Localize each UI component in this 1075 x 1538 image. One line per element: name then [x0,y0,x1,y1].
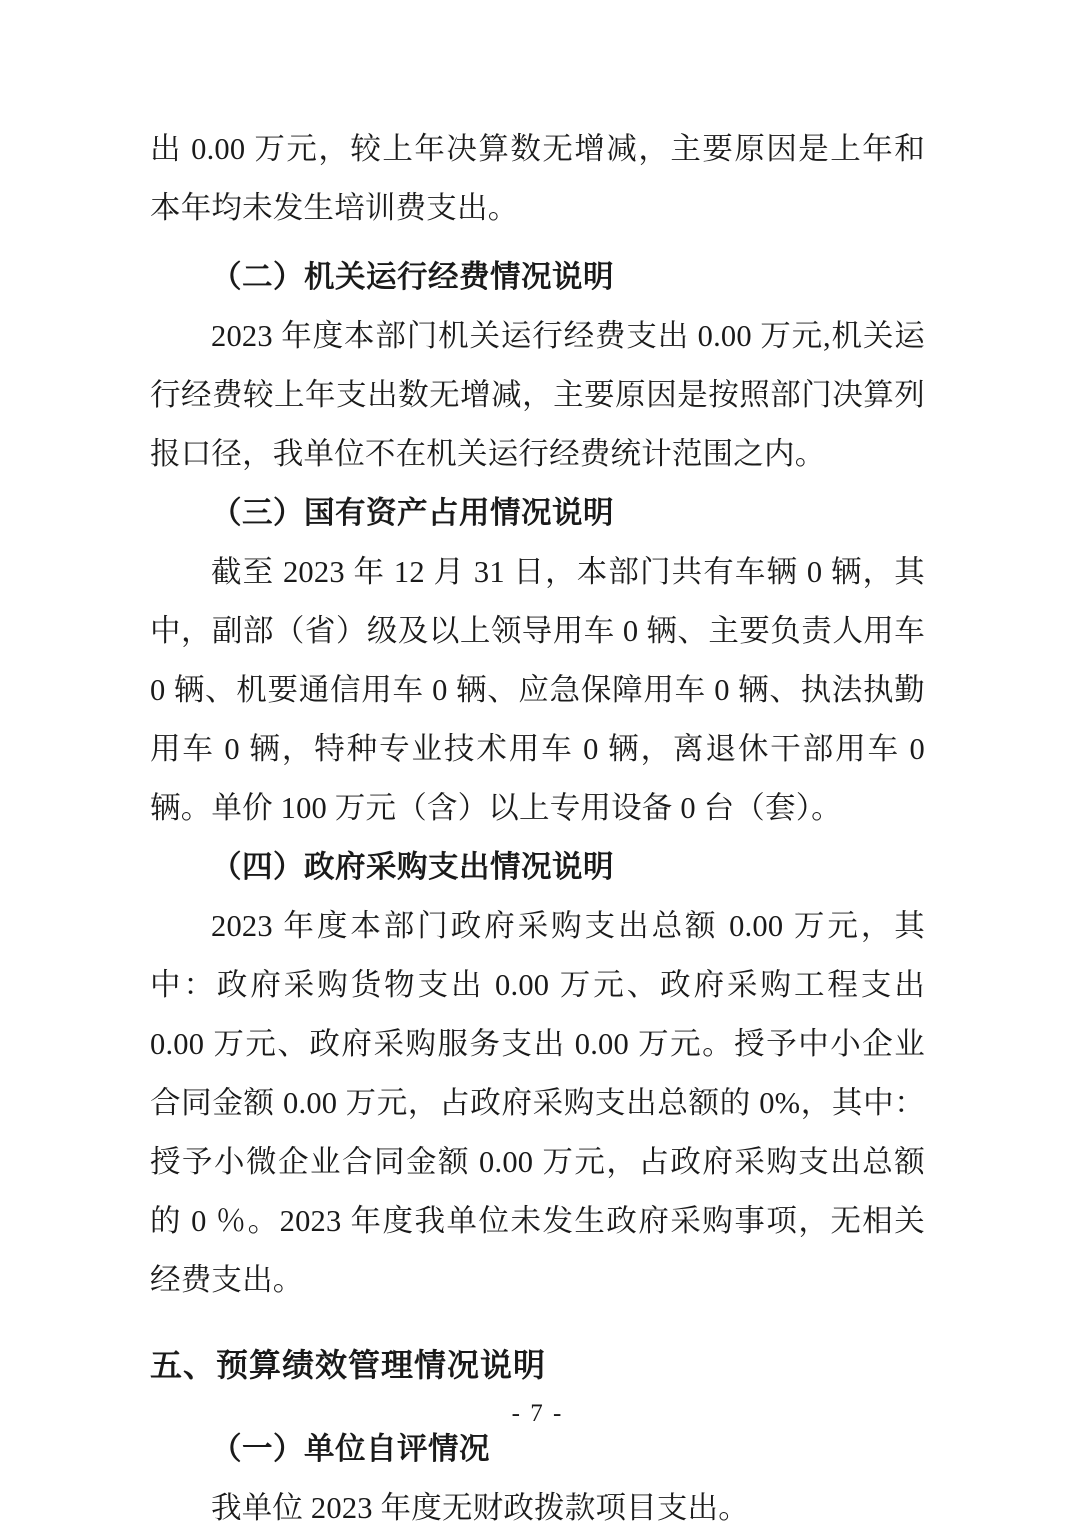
page-number: - 7 - [511,1400,564,1427]
paragraph-government-procurement: 2023 年度本部门政府采购支出总额 0.00 万元，其中：政府采购货物支出 0.00 万元、政府采购工程支出 0.00 万元、政府采购服务支出 0.00 万元。授予中小企业合同金额 0.00 万元，占政府采购支出总额的 0%，其中：授予小微企业合同金额 0.00 万元，占政府采购支出总额的 0 ％。2023 年度我单位未发生政府采购事项，无相关经费支出。 [150,909,925,1297]
heading-budget-performance-management: 五、预算绩效管理情况说明 [150,1347,547,1383]
heading-state-owned-assets: （三）国有资产占用情况说明 [211,496,614,530]
heading-government-procurement: （四）政府采购支出情况说明 [211,850,614,884]
spacer [150,1310,925,1334]
paragraph-state-owned-assets: 截至 2023 年 12 月 31 日，本部门共有车辆 0 辆，其中，副部（省）级及以上领导用车 0 辆、主要负责人用车 0 辆、机要通信用车 0 辆、应急保障用车 0 辆、执法执勤用车 0 辆，特种专业技术用车 0 辆，离退休干部用车 0 辆。单价 100 万元（含）以上专用设备 0 台（套）。 [150,555,925,825]
paragraph-unit-self-evaluation: 我单位 2023 年度无财政拨款项目支出。 [211,1491,749,1525]
heading-agency-operating-expenses: （二）机关运行经费情况说明 [211,260,614,294]
paragraph-training-expense-continued: 出 0.00 万元，较上年决算数无增减，主要原因是上年和本年均未发生培训费支出。 [150,132,925,225]
paragraph-agency-operating-expenses: 2023 年度本部门机关运行经费支出 0.00 万元,机关运行经费较上年支出数无增减，主要原因是按照部门决算列报口径，我单位不在机关运行经费统计范围之内。 [150,319,925,471]
spacer [150,238,925,248]
heading-unit-self-evaluation: （一）单位自评情况 [211,1432,490,1466]
